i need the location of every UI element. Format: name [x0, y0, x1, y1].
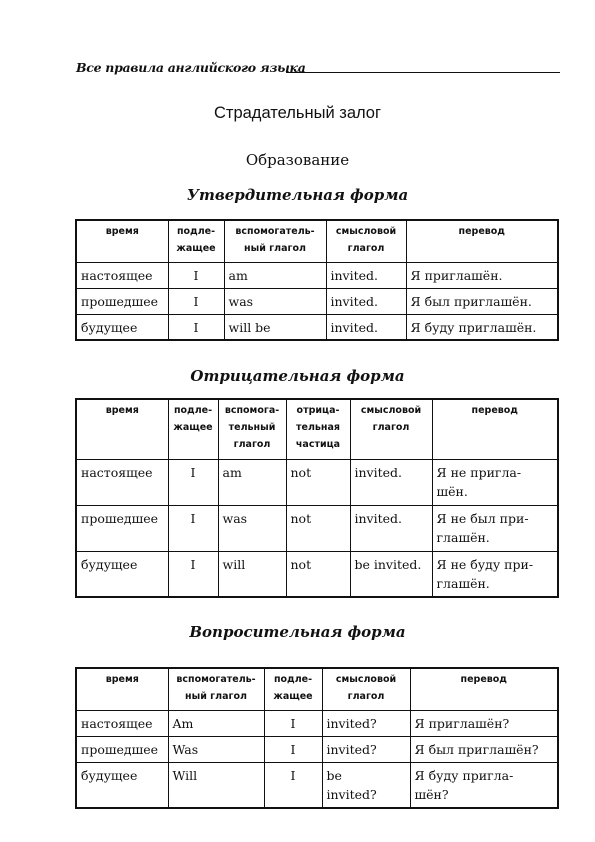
table-row [76, 459, 558, 505]
table-header-row [76, 399, 558, 459]
table-cell: invited? [322, 710, 410, 736]
table-cell: настоящее [76, 262, 168, 288]
table-cell: Am [168, 710, 264, 736]
affirmative-heading: Утвердительная форма [186, 186, 409, 204]
table-row [76, 710, 558, 736]
table-cell: I [168, 505, 218, 551]
table-cell: Will [168, 762, 264, 808]
table-cell: I [168, 459, 218, 505]
table-header-row [76, 220, 558, 262]
table-cell: прошедшее [76, 505, 168, 551]
running-head-title: Все правила английского языка [76, 60, 306, 75]
column-header: перевод [406, 220, 558, 262]
table-cell: was [224, 288, 326, 314]
negative-heading: Отрицательная форма [190, 367, 405, 385]
table-cell: Я был приглашён? [410, 736, 558, 762]
table-cell: I [168, 314, 224, 340]
table-cell: Was [168, 736, 264, 762]
table-cell: Я буду пригла- шён? [410, 762, 558, 808]
column-header: подле- жащее [264, 668, 322, 710]
table-row [76, 314, 558, 340]
table-cell: was [218, 505, 286, 551]
table-cell: настоящее [76, 710, 168, 736]
table-cell: I [168, 551, 218, 597]
table-cell: invited. [326, 314, 406, 340]
column-header: подле- жащее [168, 399, 218, 459]
column-header: вспомога- тельный глагол [218, 399, 286, 459]
table-cell: will [218, 551, 286, 597]
table-cell: будущее [76, 762, 168, 808]
table-cell: прошедшее [76, 288, 168, 314]
table-cell: be invited? [322, 762, 410, 808]
interrogative-table [75, 667, 559, 809]
table-cell: I [264, 762, 322, 808]
table-cell: invited. [326, 262, 406, 288]
table-row [76, 505, 558, 551]
column-header: время [76, 668, 168, 710]
column-header: смысловой глагол [350, 399, 432, 459]
table-cell: not [286, 551, 350, 597]
table-cell: Я не буду при- глашён. [432, 551, 558, 597]
affirmative-table [75, 219, 559, 341]
section-title: Образование [245, 151, 350, 169]
table-row [76, 551, 558, 597]
page-title: Страдательный залог [213, 104, 381, 122]
table-row [76, 288, 558, 314]
table-cell: I [168, 262, 224, 288]
table-cell: будущее [76, 314, 168, 340]
table-cell: I [264, 736, 322, 762]
column-header: смысловой глагол [326, 220, 406, 262]
column-header: время [76, 399, 168, 459]
table-cell: Я не пригла- шён. [432, 459, 558, 505]
column-header: отрица- тельная частица [286, 399, 350, 459]
column-header: время [76, 220, 168, 262]
table-cell: I [168, 288, 224, 314]
table-cell: Я не был при- глашён. [432, 505, 558, 551]
column-header: перевод [432, 399, 558, 459]
table-cell: I [264, 710, 322, 736]
column-header: подле- жащее [168, 220, 224, 262]
running-head-rule [286, 72, 560, 73]
table-cell: be invited. [350, 551, 432, 597]
table-cell: not [286, 459, 350, 505]
column-header: вспомогатель- ный глагол [224, 220, 326, 262]
table-cell: will be [224, 314, 326, 340]
table-row [76, 736, 558, 762]
interrogative-heading: Вопросительная форма [189, 623, 406, 641]
table-cell: invited. [326, 288, 406, 314]
table-cell: Я буду приглашён. [406, 314, 558, 340]
table-row [76, 762, 558, 808]
column-header: смысловой глагол [322, 668, 410, 710]
table-cell: Я приглашён. [406, 262, 558, 288]
negative-table [75, 398, 559, 598]
table-cell: invited. [350, 505, 432, 551]
table-cell: Я был приглашён. [406, 288, 558, 314]
table-cell: invited. [350, 459, 432, 505]
table-header-row [76, 668, 558, 710]
table-cell: прошедшее [76, 736, 168, 762]
column-header: вспомогатель- ный глагол [168, 668, 264, 710]
table-cell: am [218, 459, 286, 505]
table-cell: Я приглашён? [410, 710, 558, 736]
table-cell: настоящее [76, 459, 168, 505]
table-row [76, 262, 558, 288]
table-cell: будущее [76, 551, 168, 597]
table-cell: not [286, 505, 350, 551]
table-cell: invited? [322, 736, 410, 762]
table-cell: am [224, 262, 326, 288]
running-head [76, 58, 560, 76]
column-header: перевод [410, 668, 558, 710]
